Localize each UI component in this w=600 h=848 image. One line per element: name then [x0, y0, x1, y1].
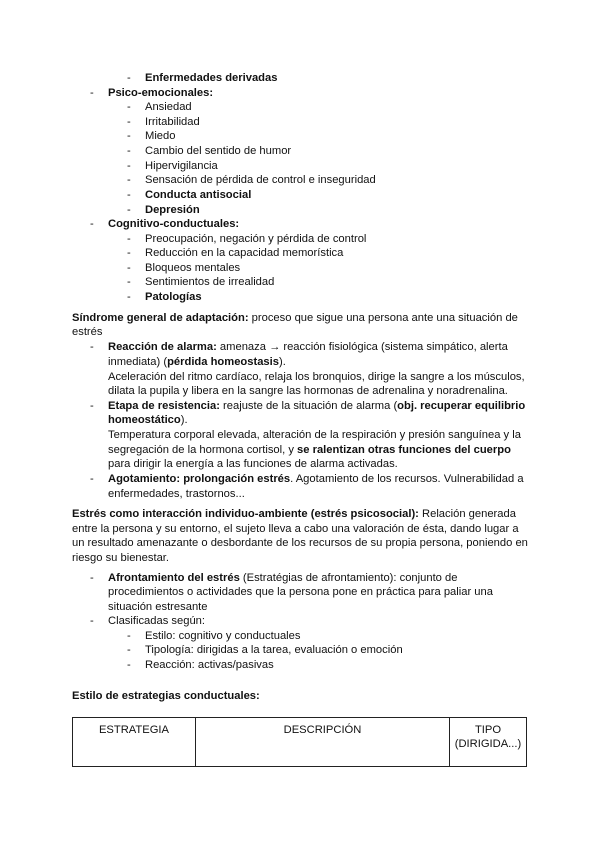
list-dash: - — [90, 87, 94, 99]
clasificadas-line: Clasificadas según: — [108, 615, 206, 627]
list-item-bold: Conducta antisocial — [145, 189, 252, 201]
alarma-line: dilata la pupila y libera en la sangre las hormonas de adrenalina y noradrenalina. — [108, 385, 508, 397]
list-dash: - — [127, 291, 131, 303]
estilo-heading: Estilo de estrategias conductuales: — [72, 690, 260, 702]
list-dash: - — [127, 72, 131, 84]
list-item: Reducción en la capacidad memorística — [145, 247, 344, 259]
list-dash: - — [127, 130, 131, 142]
interaccion-paragraph-line: entre la persona y su entorno, el sujeto lleva a cabo una valoración de ésta, dando lugar a — [72, 523, 519, 535]
list-dash: - — [127, 204, 131, 216]
agotamiento-line: Agotamiento: prolongación estrés. Agotamiento de los recursos. Vulnerabilidad a — [108, 473, 524, 485]
list-item-bold: Depresión — [145, 204, 200, 216]
list-item: Bloqueos mentales — [145, 262, 241, 274]
strategies-table — [72, 717, 527, 767]
list-dash: - — [127, 145, 131, 157]
resistencia-line: para dirigir la energía a las funciones de alarma activadas. — [108, 458, 398, 470]
list-item: Sensación de pérdida de control e inseguridad — [145, 174, 376, 186]
list-item: Ansiedad — [145, 101, 192, 113]
list-item: Tipología: dirigidas a la tarea, evaluación o emoción — [145, 644, 403, 656]
list-dash: - — [127, 233, 131, 245]
list-item: Sentimientos de irrealidad — [145, 276, 275, 288]
list-item-bold: Enfermedades derivadas — [145, 72, 278, 84]
section-heading-psico: Psico-emocionales: — [108, 87, 214, 99]
list-item: Reacción: activas/pasivas — [145, 659, 274, 671]
list-item: Preocupación, negación y pérdida de control — [145, 233, 367, 245]
resistencia-line: Etapa de resistencia: reajuste de la situación de alarma (obj. recuperar equilibrio — [108, 400, 526, 412]
list-dash: - — [127, 644, 131, 656]
list-dash: - — [127, 116, 131, 128]
table-header-cell: TIPO (DIRIGIDA...) — [450, 718, 527, 767]
list-dash: - — [90, 218, 94, 230]
list-dash: - — [90, 341, 94, 353]
table-header-row — [73, 718, 527, 767]
agotamiento-line: enfermedades, trastornos... — [108, 488, 245, 500]
list-dash: - — [127, 101, 131, 113]
list-dash: - — [127, 659, 131, 671]
afrontamiento-line: situación estresante — [108, 601, 208, 613]
list-item: Irritabilidad — [145, 116, 200, 128]
list-dash: - — [90, 572, 94, 584]
resistencia-line: homeostático). — [108, 414, 188, 426]
afrontamiento-line: Afrontamiento del estrés (Estratégias de afrontamiento): conjunto de — [108, 572, 458, 584]
list-item: Hipervigilancia — [145, 160, 218, 172]
alarma-line: inmediata) (pérdida homeostasis). — [108, 356, 286, 368]
alarma-line: Aceleración del ritmo cardíaco, relaja los bronquios, dirige la sangre a los músculos, — [108, 371, 525, 383]
list-dash: - — [127, 174, 131, 186]
interaccion-paragraph-line: riesgo su bienestar. — [72, 552, 170, 564]
list-dash: - — [127, 262, 131, 274]
resistencia-line: segregación de la hormona cortisol, y se ralentizan otras funciones del cuerpo — [108, 444, 511, 456]
sindrome-paragraph-line: Síndrome general de adaptación: proceso que sigue una persona ante una situación de — [72, 312, 518, 324]
list-item-bold: Patologías — [145, 291, 202, 303]
list-item: Cambio del sentido de humor — [145, 145, 292, 157]
section-heading-cognitivo: Cognitivo-conductuales: — [108, 218, 240, 230]
list-dash: - — [127, 247, 131, 259]
table-header-cell: ESTRATEGIA — [73, 718, 196, 767]
alarma-line: Reacción de alarma: amenaza → reacción fisiológica (sistema simpático, alerta — [108, 341, 508, 353]
interaccion-paragraph-line: Estrés como interacción individuo-ambiente (estrés psicosocial): Relación generada — [72, 508, 516, 520]
list-dash: - — [127, 189, 131, 201]
resistencia-line: Temperatura corporal elevada, alteración de la respiración y presión sanguínea y la — [108, 429, 521, 441]
interaccion-paragraph-line: un resultado amenazante o desbordante de los recursos de su propia persona, poniendo en — [72, 537, 528, 549]
list-dash: - — [127, 630, 131, 642]
list-dash: - — [90, 615, 94, 627]
table-header-cell: DESCRIPCIÓN — [196, 718, 450, 767]
list-dash: - — [127, 276, 131, 288]
sindrome-paragraph-line: estrés — [72, 326, 103, 338]
list-dash: - — [90, 473, 94, 485]
list-item: Miedo — [145, 130, 176, 142]
list-dash: - — [90, 400, 94, 412]
afrontamiento-line: procedimientos o actividades que la persona pone en práctica para paliar una — [108, 586, 493, 598]
list-item: Estilo: cognitivo y conductuales — [145, 630, 301, 642]
list-dash: - — [127, 160, 131, 172]
